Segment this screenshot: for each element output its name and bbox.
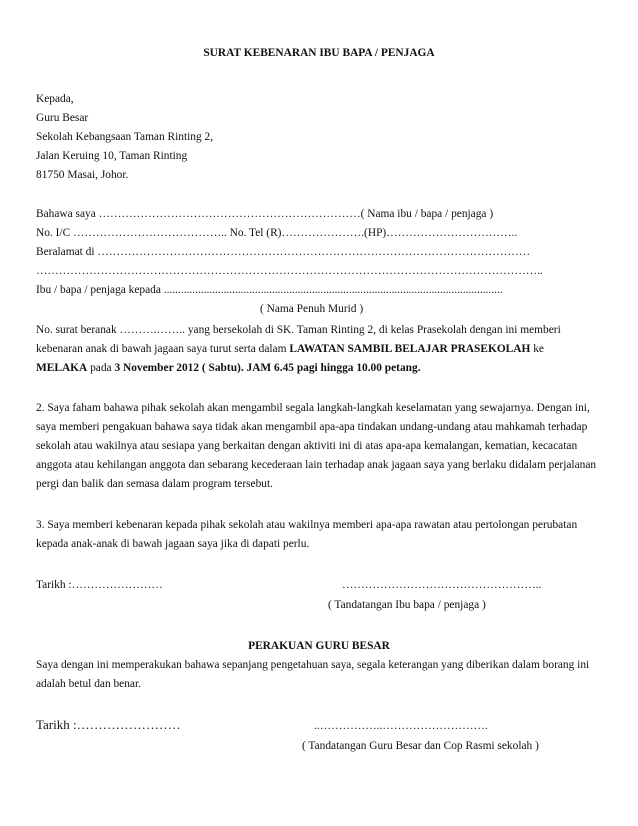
parent-signature-line: …………………………………………….. — [342, 579, 542, 591]
address-line: Guru Besar — [36, 112, 89, 124]
headmaster-statement-line: Saya dengan ini memperakukan bahawa sepanjang pengetahuan saya, segala keterangan yang diberikan dalam borang ini — [36, 659, 590, 671]
headmaster-signature-caption: ( Tandatangan Guru Besar dan Cop Rasmi sekolah ) — [302, 740, 539, 752]
parent-date-field: Tarikh :…………………… — [36, 579, 163, 591]
student-name-caption: ( Nama Penuh Murid ) — [260, 303, 364, 315]
trip-date-time: 3 November 2012 ( Sabtu). JAM 6.45 pagi hingga 10.00 petang. — [114, 362, 421, 374]
paragraph-2-line: 2. Saya faham bahawa pihak sekolah akan mengambil segala langkah-langkah keselamatan yang sewajarnya. Dengan ini, — [36, 402, 590, 414]
ic-tel-field: No. I/C ………………………………….. No. Tel (R)………………….(HP)…………………………….. — [36, 227, 518, 239]
paragraph-1-line: MELAKA pada 3 November 2012 ( Sabtu). JAM 6.45 pagi hingga 10.00 petang. — [36, 362, 421, 374]
address-line: Sekolah Kebangsaan Taman Rinting 2, — [36, 131, 214, 143]
address-line: 81750 Masai, Johor. — [36, 169, 129, 181]
paragraph-2-line: pergi dan balik dan semasa dalam program tersebut. — [36, 478, 274, 490]
headmaster-heading: PERAKUAN GURU BESAR — [248, 640, 390, 652]
document-title: SURAT KEBENARAN IBU BAPA / PENJAGA — [203, 47, 435, 59]
trip-name: LAWATAN SAMBIL BELAJAR PRASEKOLAH — [289, 343, 531, 355]
headmaster-signature-line: ..……………..………………………. — [314, 720, 488, 732]
parent-signature-caption: ( Tandatangan Ibu bapa / penjaga ) — [328, 599, 486, 611]
address-line: Jalan Keruing 10, Taman Rinting — [36, 150, 188, 162]
paragraph-3-line: kepada anak-anak di bawah jagaan saya jika di dapati perlu. — [36, 538, 310, 550]
paragraph-3-line: 3. Saya memberi kebenaran kepada pihak sekolah atau wakilnya memberi apa-apa rawatan atau pertolongan perubatan — [36, 519, 578, 531]
parent-name-field: Bahawa saya ……………………………………………………………( Nama ibu / bapa / penjaga ) — [36, 208, 494, 220]
paragraph-2-line: anggota atau kehilangan anggota dan sebarang kecederaan lain terhadap anak jagaan saya yang berlaku didalam perjalanan — [36, 459, 597, 471]
paragraph-2-line: sekolah atau wakilnya atau sesiapa yang berkaitan dengan aktiviti ini di atas apa-apa kemalangan, kematian, kecacatan — [36, 440, 578, 452]
headmaster-date-field: Tarikh :…………………… — [36, 717, 181, 732]
paragraph-1-line: kebenaran anak di bawah jagaan saya turut serta dalam LAWATAN SAMBIL BELAJAR PRASEKOLAH ke — [36, 343, 544, 355]
salutation: Kepada, — [36, 93, 74, 105]
paragraph-1-line: No. surat beranak ……….…….. yang bersekolah di SK. Taman Rinting 2, di kelas Prasekolah dengan ini memberi — [36, 324, 561, 336]
student-field: Ibu / bapa / penjaga kepada ....................................................................................................................... — [36, 284, 503, 296]
address-field: Beralamat di …………………………………………………………………………………………………… — [36, 246, 531, 258]
destination: MELAKA — [36, 362, 88, 374]
address-field-continued: …………………………………………………………………………………………………………………….. — [36, 265, 543, 277]
paragraph-2-line: saya memberi pengakuan bahawa saya tidak akan mengambil apa-apa tindakan undang-undang atau mahkamah terhadap — [36, 421, 588, 433]
headmaster-statement-line: adalah betul dan benar. — [36, 678, 142, 690]
